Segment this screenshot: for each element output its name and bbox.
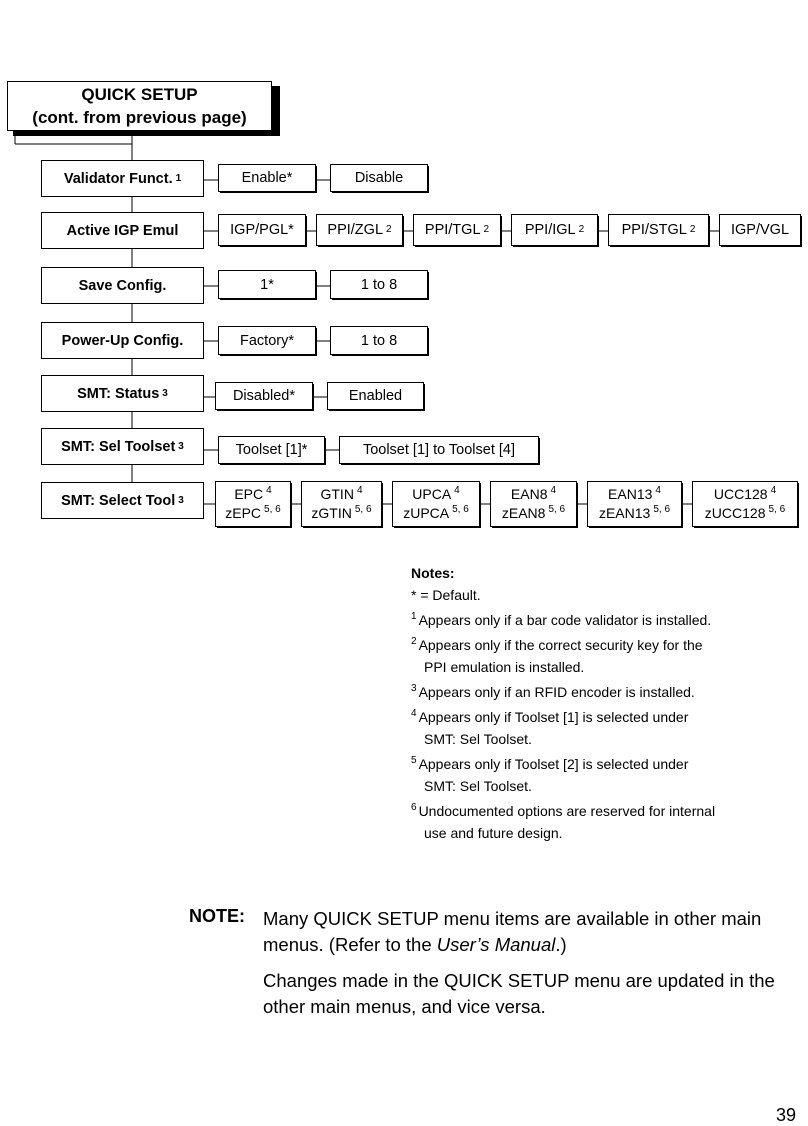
option-gtin [301,481,382,527]
option-igp-vgl [719,214,801,246]
menu-item-label: Power-Up Config. [61,332,184,349]
menu-item-label: SMT: Select Tool [61,492,176,509]
note-paragraph-2: Changes made in the QUICK SETUP menu are updated in the other main menus, and vice versa. [263,970,775,1017]
option-ean8 [490,481,577,527]
option-epc [215,481,291,527]
note-6: $^6$ Undocumented options are reserved for internal use and future design. [411,802,716,841]
option-disable [330,164,428,192]
note-2: $^2$ Appears only if the correct security key for the PPI emulation is installed. [411,636,703,675]
option-line-1: EAN13 $^4$ [608,485,661,502]
menu-item-smt-sel-toolset: SMT: Sel Toolset 3 [41,428,204,465]
title-line-2: (cont. from previous page) [32,108,247,127]
footnotes [411,562,801,844]
option-label: Disable [354,170,404,186]
option-label: PPI/STGL [621,222,687,238]
quick-setup-title-box [7,81,272,131]
option-line-1: UCC128 $^4$ [713,485,777,502]
option-label: Factory* [240,332,294,349]
option-ean13 [587,481,682,527]
option-label: Disabled* [232,388,296,404]
option-line-1: EPC $^4$ [234,485,272,502]
option-1-default [218,270,316,299]
menu-item-active-igp-emul [41,212,204,249]
option-label: Toolset [1]* [235,442,308,458]
option-label: PPI/IGL [524,222,576,238]
option-1-to-8 [330,270,428,299]
note-paragraph-1: Many QUICK SETUP menu items are available in other main menus. (Refer to the User’s Manual.) [263,908,762,955]
option-1-to-8 [330,326,428,355]
note-4: $^4$ Appears only if Toolset [1] is selected under SMT: Sel Toolset. [411,708,689,747]
menu-item-label: Active IGP Emul [66,222,179,239]
option-label: Toolset [1] to Toolset [4] [362,442,516,458]
menu-item-smt-select-tool: SMT: Select Tool 3 [41,482,204,519]
option-factory [218,326,316,355]
option-line-1: GTIN $^4$ [320,485,363,502]
menu-item-label: Validator Funct. [63,170,173,187]
title-line-1: QUICK SETUP [81,85,198,104]
option-label: 1* [260,276,274,293]
option-upca [392,481,480,527]
menu-item-smt-status: SMT: Status 3 [41,375,204,412]
option-label: IGP/PGL* [230,222,294,238]
option-label: IGP/VGL [730,222,790,238]
option-toolset-1-to-4 [339,436,539,464]
page-number: 39 [776,1105,797,1125]
menu-item-validator-funct: Validator Funct. 1 [41,160,204,197]
note-text [263,906,808,1030]
option-label: 1 to 8 [360,276,398,293]
option-ucc128 [692,481,798,527]
option-line-2: zGTIN $^{5, 6}$ [311,504,372,521]
option-line-2: zUPCA $^{5, 6}$ [403,504,469,521]
option-label: 1 to 8 [360,332,398,349]
note-1: $^1$ Appears only if a bar code validator is installed. [411,611,712,628]
option-label: PPI/TGL [424,222,481,238]
menu-item-label: SMT: Status [77,385,160,402]
option-line-2: zEAN8 $^{5, 6}$ [501,504,566,521]
option-ppi-zgl: PPI/ZGL 2 [316,214,403,246]
option-line-2: zUCC128 $^{5, 6}$ [704,504,786,521]
option-ppi-tgl: PPI/TGL 2 [413,214,501,246]
menu-item-label: Save Config. [78,277,167,294]
note-default: * = Default. [411,587,481,603]
option-enabled [327,382,424,410]
note-3: $^3$ Appears only if an RFID encoder is installed. [411,683,695,700]
option-ppi-igl: PPI/IGL 2 [511,214,598,246]
note-label: NOTE: [189,906,245,926]
note-5: $^5$ Appears only if Toolset [2] is selected under SMT: Sel Toolset. [411,755,689,794]
option-label: Enabled [348,388,403,404]
option-line-1: UPCA $^4$ [412,485,460,502]
option-label: Enable* [241,170,293,186]
option-enable [218,164,316,192]
menu-item-save-config [41,267,204,304]
option-igp-pgl [218,214,306,246]
option-line-1: EAN8 $^4$ [510,485,557,502]
option-line-2: zEAN13 $^{5, 6}$ [598,504,671,521]
menu-item-power-up-config [41,322,204,359]
option-toolset-1 [218,436,325,464]
notes-header: Notes: [411,565,455,581]
option-label: PPI/ZGL [327,222,384,238]
option-ppi-stgl: PPI/STGL 2 [608,214,709,246]
option-disabled [215,382,313,410]
menu-item-label: SMT: Sel Toolset [61,438,176,455]
option-line-2: zEPC $^{5, 6}$ [225,504,281,521]
